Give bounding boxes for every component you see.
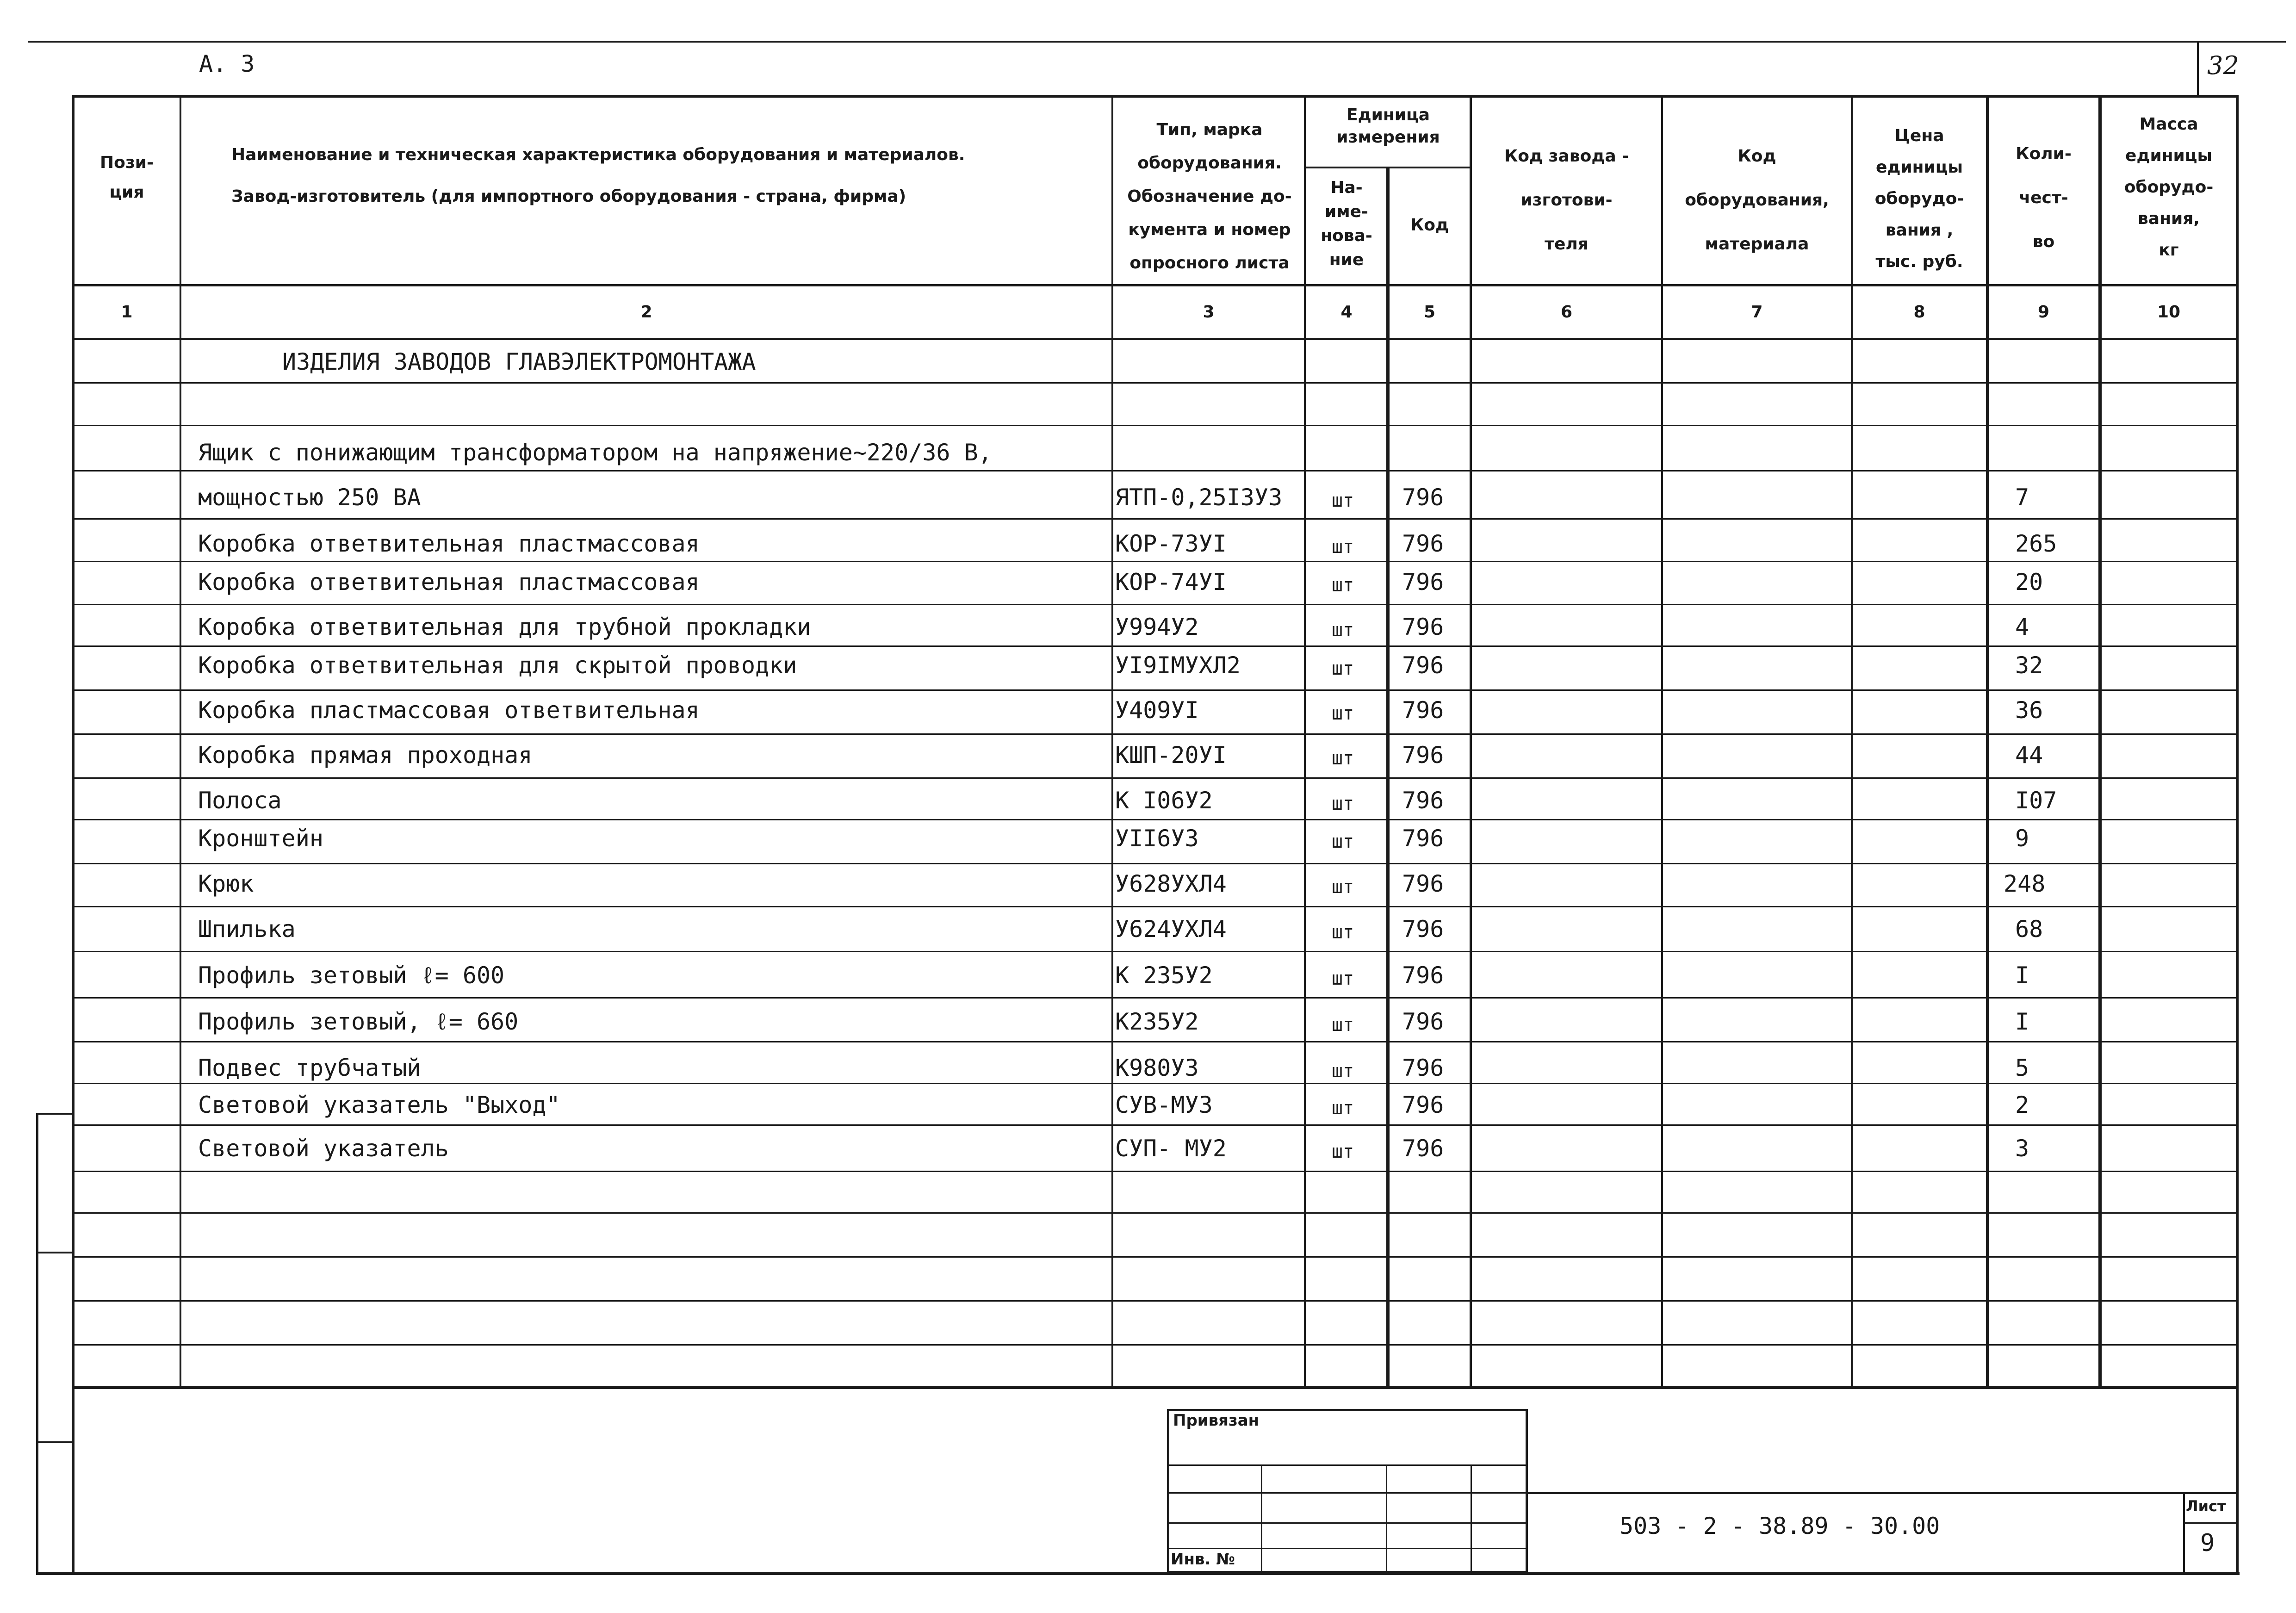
sheet-label: Лист — [2186, 1497, 2226, 1515]
header-text: оборудо- — [1874, 189, 1964, 208]
header-col3 — [1115, 113, 1304, 280]
row-qty: 68 — [2015, 916, 2043, 943]
frame-bottom — [37, 1572, 2240, 1575]
colnum-6: 6 — [1560, 303, 1573, 322]
row-type: К I06У2 — [1115, 787, 1213, 814]
header-text: Тип, марка — [1156, 120, 1263, 139]
row-code: 796 — [1402, 652, 1444, 679]
header-col8 — [1853, 120, 1986, 278]
stamp-vline — [1471, 1464, 1472, 1573]
row-line — [72, 906, 2237, 907]
header-text: нова- — [1321, 226, 1372, 245]
row-code: 796 — [1402, 870, 1444, 897]
sep-8-9 — [1986, 95, 1989, 1389]
row-name: Световой указатель — [198, 1135, 449, 1162]
header-text: изготови- — [1520, 191, 1613, 210]
row-type: ЯТП-0,25I3У3 — [1115, 484, 1283, 511]
header-col6 — [1472, 134, 1661, 266]
row-code: 796 — [1402, 1055, 1444, 1081]
row-type: УI9IМУХЛ2 — [1115, 652, 1241, 679]
row-name: Ящик с понижающим трансформатором на напряжение~220/36 В, — [198, 439, 992, 466]
colnum-3: 3 — [1203, 303, 1215, 322]
row-line — [72, 733, 2237, 735]
row-line — [72, 1171, 2237, 1172]
colnum-2: 2 — [640, 303, 652, 322]
top-rule — [28, 41, 2286, 43]
row-type: СУВ-МУ3 — [1115, 1092, 1213, 1118]
colnum-10: 10 — [2157, 303, 2181, 322]
row-type: К235У2 — [1115, 1008, 1199, 1035]
row-type: К980У3 — [1115, 1055, 1199, 1081]
row-code: 796 — [1402, 1135, 1444, 1162]
unit-group-divider — [1304, 167, 1471, 168]
row-code: 796 — [1402, 916, 1444, 943]
header-text: ция — [109, 183, 144, 202]
row-unit: шт — [1332, 968, 1354, 989]
row-line — [72, 518, 2237, 520]
binding-strip-left — [36, 1113, 38, 1575]
header-text: Пози- — [100, 153, 154, 172]
frame-right — [2236, 95, 2239, 1575]
sep-5-6 — [1470, 95, 1472, 1389]
row-line — [72, 425, 2237, 426]
row-line — [72, 819, 2237, 820]
header-col1 — [74, 148, 180, 207]
row-name: мощностью 250 ВА — [198, 484, 421, 511]
colnum-1: 1 — [121, 303, 133, 322]
table-header-bottom — [72, 284, 2237, 286]
row-qty: I — [2015, 1008, 2029, 1035]
row-qty: 5 — [2015, 1055, 2029, 1081]
row-unit: шт — [1332, 490, 1354, 511]
header-text: На- — [1330, 178, 1363, 197]
row-unit: шт — [1332, 658, 1354, 679]
doc-number: 503 - 2 - 38.89 - 30.00 — [1620, 1513, 1940, 1539]
row-qty: 7 — [2015, 484, 2029, 511]
row-name: Профиль зетовый, ℓ= 660 — [198, 1008, 519, 1035]
colnum-8: 8 — [1913, 303, 1925, 322]
row-line — [72, 645, 2237, 647]
row-name: Шпилька — [198, 916, 296, 943]
row-type: УII6У3 — [1115, 825, 1199, 852]
header-text: Код — [1738, 147, 1776, 166]
inv-label: Инв. № — [1171, 1550, 1235, 1569]
header-text: Код завода - — [1504, 147, 1629, 166]
row-qty: 2 — [2015, 1092, 2029, 1118]
row-code: 796 — [1402, 614, 1444, 640]
row-name: Коробка ответвительная для трубной прокладки — [198, 614, 811, 640]
row-line — [72, 689, 2237, 691]
sep-6-7 — [1661, 95, 1663, 1389]
header-text: единицы — [2125, 146, 2213, 165]
row-line — [72, 1256, 2237, 1258]
header-text: единицы — [1875, 158, 1963, 177]
row-name: Коробка ответвительная для скрытой проводки — [198, 652, 797, 679]
row-code: 796 — [1402, 825, 1444, 852]
stamp-line — [1167, 1492, 1528, 1494]
row-code: 796 — [1402, 569, 1444, 596]
row-unit: шт — [1332, 922, 1354, 943]
row-type: КОР-73УI — [1115, 530, 1227, 557]
stamp-vline — [1261, 1464, 1262, 1573]
row-qty: I — [2015, 962, 2029, 989]
header-col7 — [1663, 134, 1851, 266]
header-text: опросного листа — [1129, 254, 1290, 273]
row-line — [72, 1300, 2237, 1302]
row-line — [72, 1083, 2237, 1084]
row-unit: шт — [1332, 1098, 1354, 1119]
row-line — [72, 1344, 2237, 1346]
header-text: тыс. руб. — [1875, 252, 1963, 271]
colnum-9: 9 — [2037, 303, 2050, 322]
row-name: Крюк — [198, 870, 254, 897]
header-text: Обозначение до- — [1127, 187, 1292, 206]
row-code: 796 — [1402, 1092, 1444, 1118]
header-text: теля — [1545, 235, 1589, 254]
header-text: Завод-изготовитель (для импортного оборудования - страна, фирма) — [231, 187, 906, 206]
title-block-top — [1528, 1492, 2239, 1494]
row-unit: шт — [1332, 536, 1354, 558]
row-type: СУП- МУ2 — [1115, 1135, 1227, 1162]
sheet-box-left — [2183, 1492, 2185, 1573]
row-unit: шт — [1332, 703, 1354, 724]
header-text: Коли- — [2016, 144, 2072, 163]
section-title: ИЗДЕЛИЯ ЗАВОДОВ ГЛАВЭЛЕКТРОМОНТАЖА — [282, 348, 756, 375]
stamp-line — [1167, 1464, 1528, 1466]
row-line — [72, 1124, 2237, 1126]
row-name: Коробка ответвительная пластмассовая — [198, 569, 700, 596]
header-text: Цена — [1894, 126, 1944, 145]
row-code: 796 — [1402, 484, 1444, 511]
binding-strip-line — [36, 1441, 73, 1443]
binding-strip-line — [36, 1113, 73, 1115]
row-line — [72, 604, 2237, 605]
row-type: К 235У2 — [1115, 962, 1213, 989]
header-col9 — [1989, 132, 2098, 264]
row-type: КОР-74УI — [1115, 569, 1227, 596]
header-text: оборудования. — [1137, 154, 1282, 173]
header-text: измерения — [1336, 128, 1440, 147]
header-text: вания, — [2138, 209, 2200, 228]
colnum-5: 5 — [1423, 303, 1436, 322]
sheet-box-divider — [2183, 1522, 2239, 1524]
row-line — [72, 997, 2237, 999]
sep-1-2 — [180, 95, 181, 1389]
page-number: 32 — [2207, 51, 2239, 80]
header-text: кг — [2159, 241, 2179, 260]
colnum-bottom — [72, 338, 2237, 340]
row-line — [72, 382, 2237, 384]
header-text: Масса — [2139, 115, 2198, 134]
row-type: У628УХЛ4 — [1115, 870, 1227, 897]
stamp-vline — [1386, 1464, 1387, 1573]
sep-2-3 — [1111, 95, 1113, 1389]
header-text: вания , — [1885, 221, 1954, 240]
row-line — [72, 1212, 2237, 1214]
binding-strip-line — [36, 1252, 73, 1253]
header-text: чест- — [2019, 188, 2068, 207]
colnum-7: 7 — [1751, 303, 1763, 322]
row-name: Световой указатель "Выход" — [198, 1092, 560, 1118]
header-unit-group — [1306, 104, 1471, 149]
row-qty: 265 — [2015, 530, 2057, 557]
row-code: 796 — [1402, 1008, 1444, 1035]
header-text: ние — [1329, 250, 1364, 269]
row-type: КШП-20УI — [1115, 742, 1227, 769]
row-code: 796 — [1402, 962, 1444, 989]
row-code: 796 — [1402, 742, 1444, 769]
row-name: Коробка пластмассовая ответвительная — [198, 697, 700, 724]
header-col2 — [231, 139, 1101, 213]
row-unit: шт — [1332, 876, 1354, 898]
header-text: кумента и номер — [1128, 220, 1291, 239]
row-unit: шт — [1332, 575, 1354, 596]
row-code: 796 — [1402, 530, 1444, 557]
row-name: Кронштейн — [198, 825, 323, 852]
row-unit: шт — [1332, 620, 1354, 641]
row-unit: шт — [1332, 1061, 1354, 1082]
row-name: Профиль зетовый ℓ= 600 — [198, 962, 505, 989]
row-line — [72, 561, 2237, 562]
row-qty: 3 — [2015, 1135, 2029, 1162]
row-type: У409УI — [1115, 697, 1199, 724]
row-qty: 20 — [2015, 569, 2043, 596]
page-box-left — [2197, 41, 2199, 96]
sep-9-10 — [2098, 95, 2102, 1389]
row-code: 796 — [1402, 787, 1444, 814]
header-text: во — [2032, 232, 2055, 251]
row-qty: 4 — [2015, 614, 2029, 640]
row-qty: 248 — [2004, 870, 2046, 897]
table-bottom — [72, 1386, 2237, 1389]
row-qty: I07 — [2015, 787, 2057, 814]
row-type: У994У2 — [1115, 614, 1199, 640]
row-line — [72, 1041, 2237, 1042]
row-unit: шт — [1332, 1141, 1354, 1162]
row-line — [72, 863, 2237, 864]
row-name: Коробка ответвительная пластмассовая — [198, 530, 700, 557]
row-unit: шт — [1332, 748, 1354, 769]
colnum-4: 4 — [1340, 303, 1353, 322]
row-name: Полоса — [198, 787, 282, 814]
bound-label: Привязан — [1173, 1411, 1260, 1430]
row-qty: 36 — [2015, 697, 2043, 724]
table-top — [72, 95, 2237, 98]
header-text: оборудо- — [2124, 178, 2214, 197]
stamp-line — [1167, 1522, 1528, 1524]
row-line — [72, 777, 2237, 779]
row-name: Коробка прямая проходная — [198, 742, 533, 769]
row-unit: шт — [1332, 831, 1354, 852]
header-text: материала — [1705, 235, 1809, 254]
sheet-ref: А. 3 — [199, 50, 255, 77]
row-unit: шт — [1332, 1014, 1354, 1036]
row-qty: 32 — [2015, 652, 2043, 679]
row-qty: 44 — [2015, 742, 2043, 769]
header-col5: Код — [1410, 216, 1449, 235]
sep-7-8 — [1851, 95, 1853, 1389]
header-text: име- — [1324, 202, 1368, 221]
header-text: Наименование и техническая характеристика оборудования и материалов. — [231, 145, 965, 164]
row-unit: шт — [1332, 793, 1354, 814]
row-type: У624УХЛ4 — [1115, 916, 1227, 943]
row-line — [72, 951, 2237, 952]
row-qty: 9 — [2015, 825, 2029, 852]
header-text: оборудования, — [1685, 191, 1829, 210]
sheet-number: 9 — [2200, 1529, 2215, 1557]
row-name: Подвес трубчатый — [198, 1055, 421, 1081]
header-col4 — [1306, 176, 1387, 272]
sep-3-4 — [1304, 95, 1306, 1389]
row-code: 796 — [1402, 697, 1444, 724]
stamp-line — [1167, 1548, 1528, 1549]
header-col10 — [2102, 109, 2236, 266]
header-text: Единица — [1347, 105, 1430, 124]
row-line — [72, 470, 2237, 471]
